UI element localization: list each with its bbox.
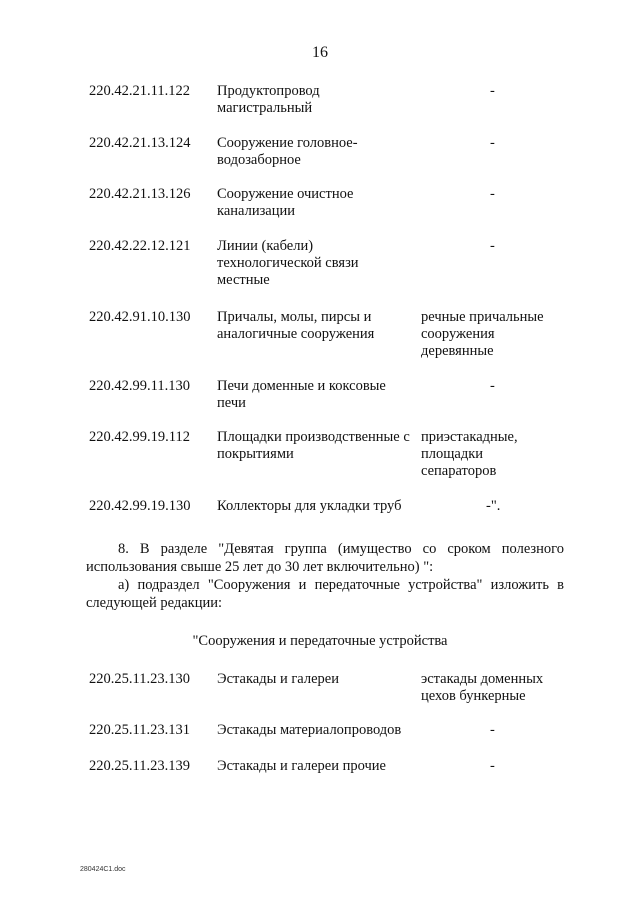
item-note: речные причальные сооружения деревянные (421, 309, 544, 359)
okof-code: 220.42.91.10.130 (89, 309, 191, 325)
okof-code: 220.25.11.23.139 (89, 758, 190, 774)
okof-code: 220.42.21.13.124 (89, 135, 191, 151)
item-name: Коллекторы для укладки труб (217, 498, 402, 514)
page-number: 16 (312, 44, 328, 61)
okof-code: 220.42.99.19.112 (89, 429, 190, 445)
item-note: - (490, 238, 495, 254)
okof-code: 220.42.21.11.122 (89, 83, 190, 99)
item-note: - (490, 135, 495, 151)
item-name: Сооружение головное-водозаборное (217, 135, 358, 168)
item-name: Линии (кабели) технологической связи местные (217, 238, 359, 288)
item-note: приэстакадные, площадки сепараторов (421, 429, 518, 479)
item-name: Площадки производственные с покрытиями (217, 429, 410, 462)
item-note: эстакады доменных цехов бункерные (421, 671, 544, 704)
okof-code: 220.25.11.23.131 (89, 722, 190, 738)
item-name: Эстакады и галереи (217, 671, 339, 687)
item-note: - (490, 758, 495, 774)
item-name: Эстакады материалопроводов (217, 722, 402, 738)
document-filename: 280424C1.doc (80, 866, 126, 873)
item-note: - (490, 722, 495, 738)
item-name: Сооружение очистное канализации (217, 186, 354, 219)
item-name: Продуктопровод магистральный (217, 83, 320, 116)
item-note: -". (486, 498, 501, 514)
item-note: - (490, 186, 495, 202)
item-name: Печи доменные и коксовые печи (217, 378, 386, 411)
item-name: Эстакады и галереи прочие (217, 758, 386, 774)
okof-code: 220.42.22.12.121 (89, 238, 191, 254)
paragraph-8a: а) подраздел "Сооружения и передаточные устройства" изложить в следующей редакции: (86, 577, 564, 611)
okof-code: 220.42.21.13.126 (89, 186, 191, 202)
item-note: - (490, 378, 495, 394)
item-name: Причалы, молы, пирсы и аналогичные сооружения (217, 309, 375, 342)
paragraph-8: 8. В разделе "Девятая группа (имущество со сроком полезного использования свыше 25 лет до 30 лет включительно) ": (86, 541, 564, 575)
okof-code: 220.42.99.11.130 (89, 378, 190, 394)
item-note: - (490, 83, 495, 99)
okof-code: 220.42.99.19.130 (89, 498, 191, 514)
subsection-title: "Сооружения и передаточные устройства (192, 633, 448, 649)
okof-code: 220.25.11.23.130 (89, 671, 190, 687)
